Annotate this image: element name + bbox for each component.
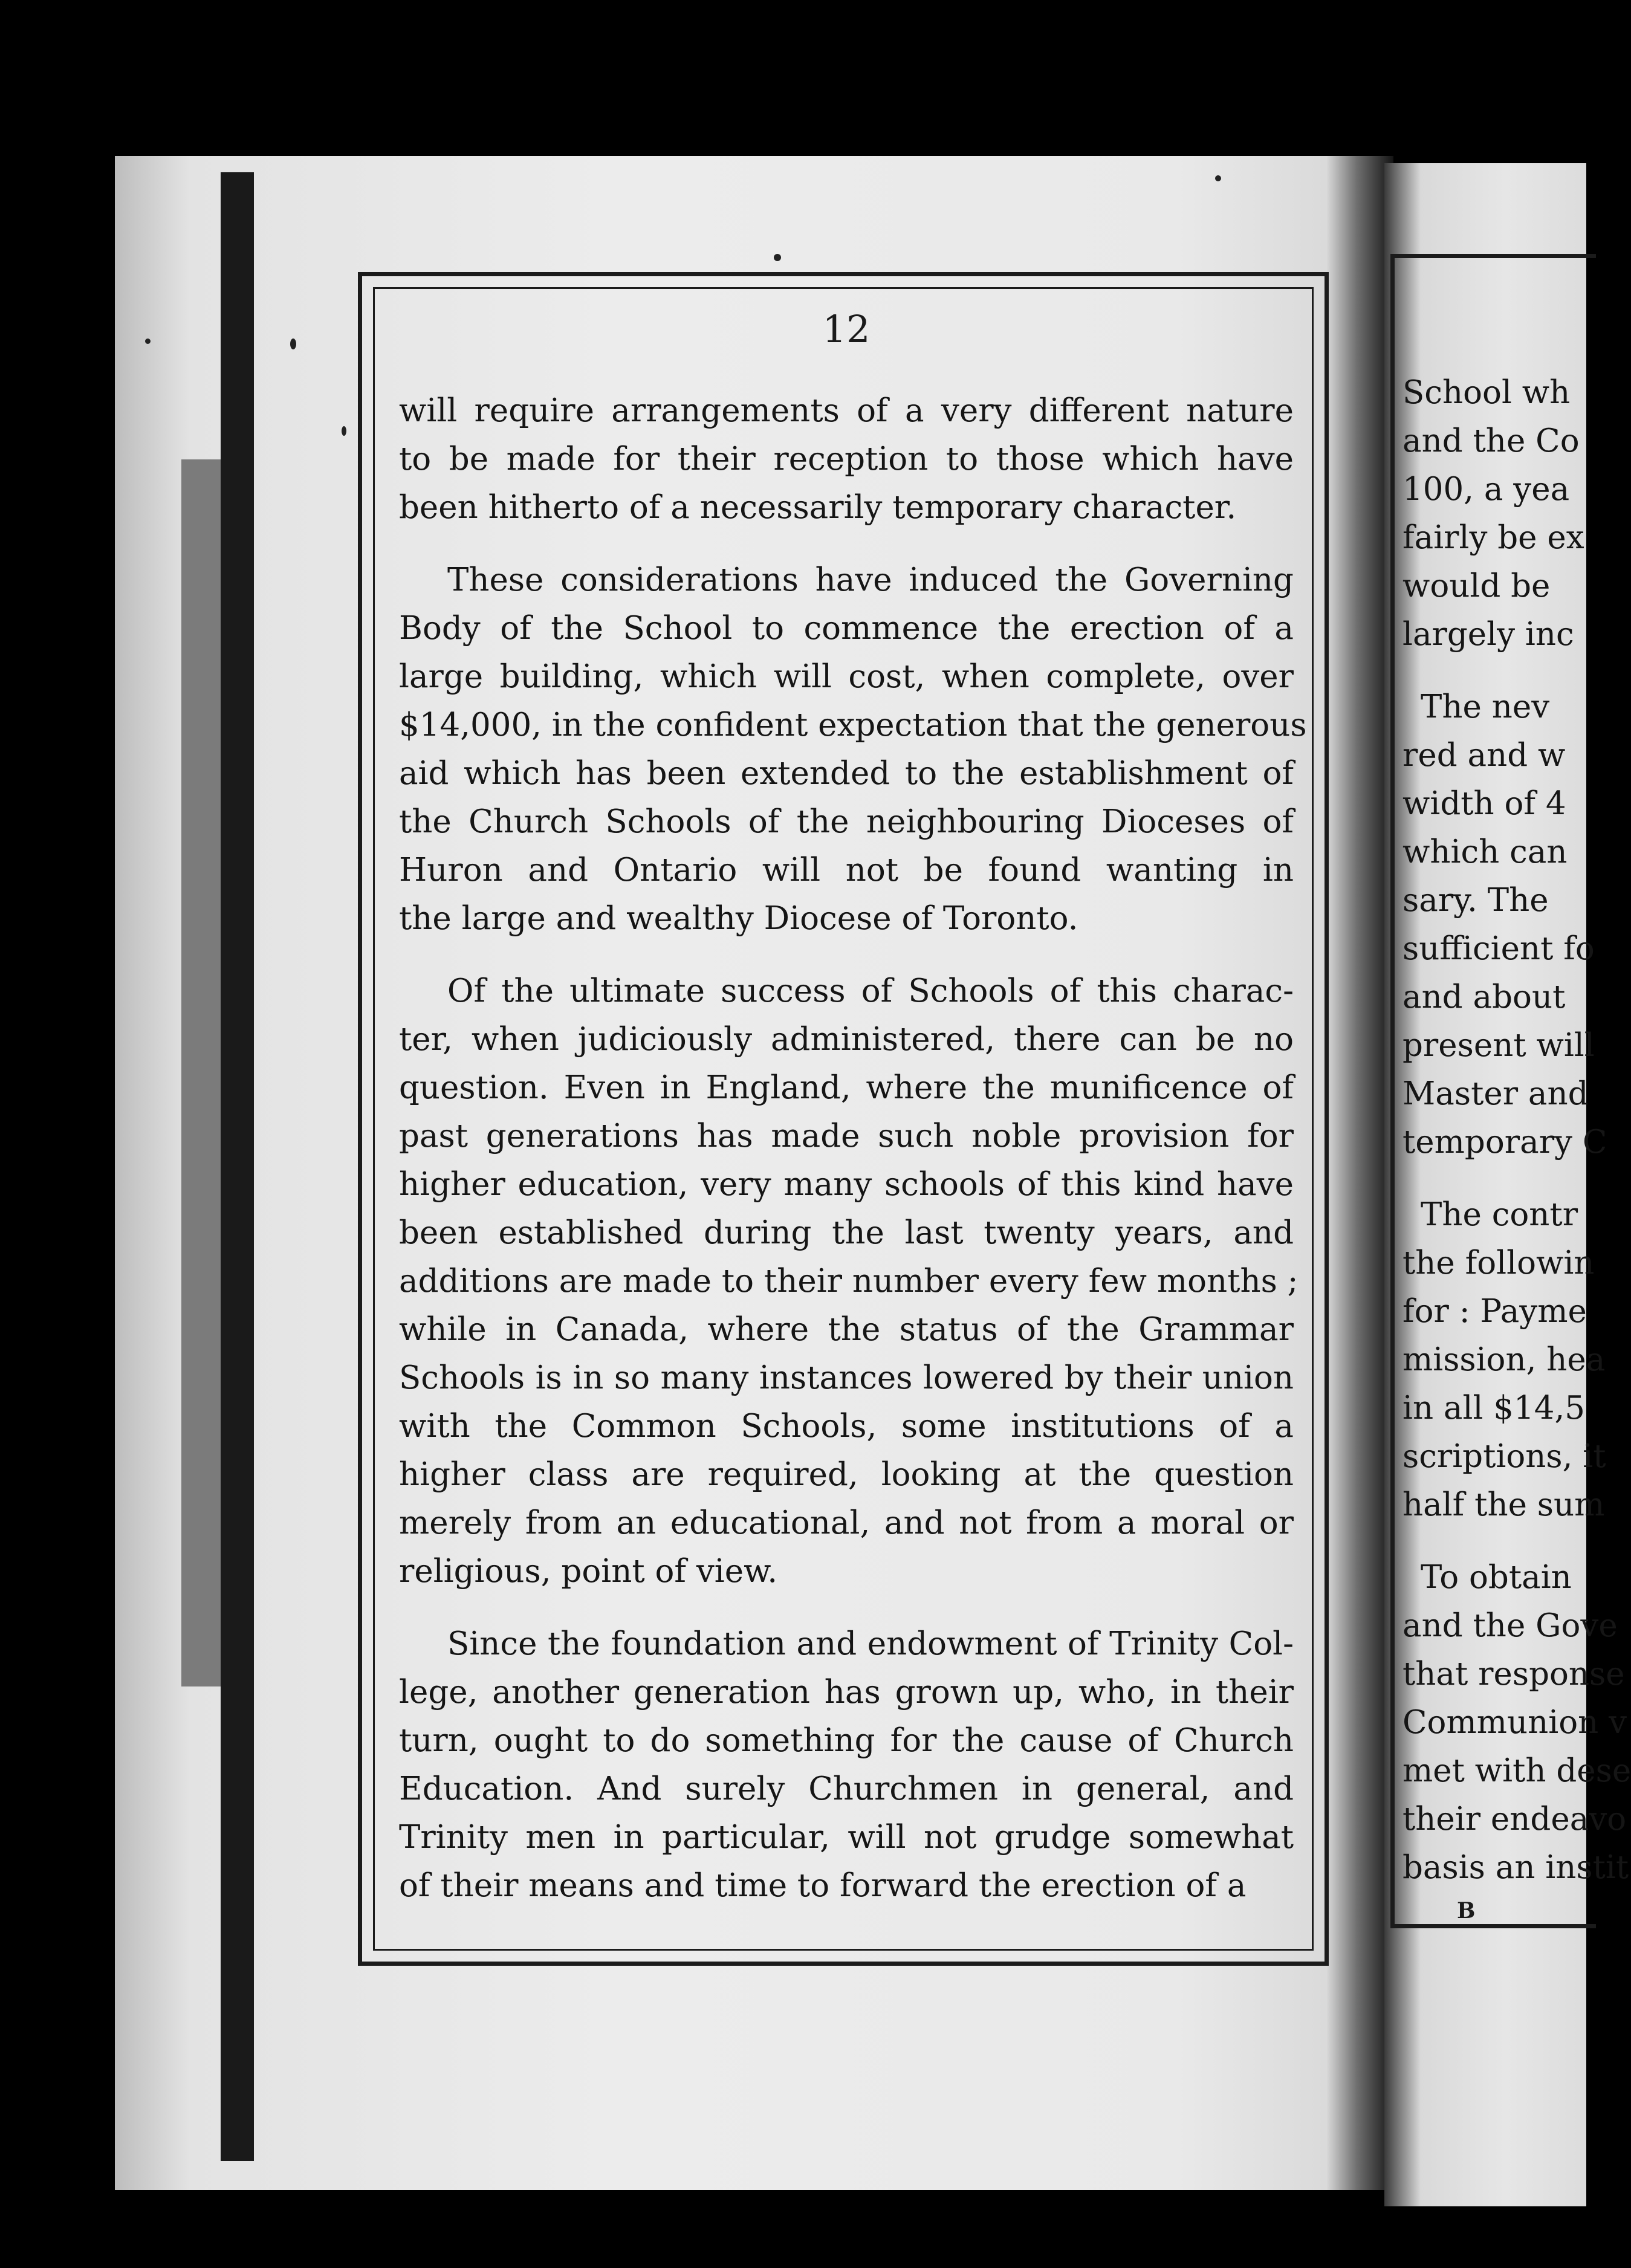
facing-text-line: The contr xyxy=(1421,1196,1578,1233)
facing-text-line: and the Gove xyxy=(1402,1607,1618,1644)
text-line: higher education, very many schools of this kind have xyxy=(399,1166,1294,1203)
facing-text-line: basis an instit xyxy=(1402,1849,1629,1886)
scan-speck xyxy=(342,426,346,436)
text-line: Schools is in so many instances lowered by their union xyxy=(399,1359,1294,1396)
facing-text-line: sary. The xyxy=(1402,882,1549,919)
paragraph xyxy=(399,387,1294,532)
scan-speck xyxy=(145,339,151,344)
facing-text-line: which can xyxy=(1402,834,1568,870)
paragraph xyxy=(399,556,1307,943)
facing-text-line: met with dese xyxy=(1402,1752,1631,1789)
facing-text-line: mission, hea xyxy=(1402,1341,1606,1378)
text-line: turn, ought to do something for the cause of Church xyxy=(399,1722,1294,1759)
facing-text-line: The nev xyxy=(1421,688,1550,725)
scan-speck xyxy=(290,339,296,349)
facing-text-line: and about xyxy=(1402,979,1566,1016)
facing-text-line: To obtain xyxy=(1421,1559,1572,1596)
facing-text-line: would be xyxy=(1402,568,1551,604)
text-line: while in Canada, where the status of the Grammar xyxy=(399,1311,1294,1348)
text-line: the large and wealthy Diocese of Toronto. xyxy=(399,900,1078,937)
facing-text-line: 100, a yea xyxy=(1402,471,1570,508)
text-line: Trinity men in particular, will not grudge somewhat xyxy=(399,1819,1294,1856)
facing-text-line: largely inc xyxy=(1402,616,1574,653)
facing-text-line: that response xyxy=(1402,1656,1625,1693)
facing-text-line: in all $14,5 xyxy=(1402,1390,1586,1427)
facing-text-line: Communion v xyxy=(1402,1704,1627,1741)
facing-text-line: their endeavo xyxy=(1402,1801,1627,1838)
text-line: to be made for their reception to those which have xyxy=(399,441,1294,478)
text-line: Of the ultimate success of Schools of this charac- xyxy=(447,973,1294,1009)
text-line: Since the foundation and endowment of Trinity Col- xyxy=(447,1625,1294,1662)
facing-text-line: fairly be ex xyxy=(1402,519,1584,556)
text-line: Huron and Ontario will not be found wanting in xyxy=(399,852,1294,889)
text-line: These considerations have induced the Governing xyxy=(447,562,1294,598)
facing-text-line: red and w xyxy=(1402,737,1566,774)
facing-text-line: sufficient fo xyxy=(1402,930,1595,967)
facing-page-text xyxy=(1402,369,1631,1892)
text-line: will require arrangements of a very different nature xyxy=(399,392,1294,429)
text-line: of their means and time to forward the erection of a xyxy=(399,1867,1247,1904)
facing-text-line: width of 4 xyxy=(1402,785,1566,822)
text-line: higher class are required, looking at the question xyxy=(399,1456,1294,1493)
text-line: Body of the School to commence the erection of a xyxy=(399,610,1294,647)
binding-shadow xyxy=(221,172,254,2161)
text-line: the Church Schools of the neighbouring Dioceses of xyxy=(399,803,1294,840)
text-line: been hitherto of a necessarily temporary character. xyxy=(399,489,1237,526)
text-line: ter, when judiciously administered, there can be no xyxy=(399,1021,1294,1058)
facing-text-line: the followin xyxy=(1402,1245,1595,1281)
text-line: additions are made to their number every few months ; xyxy=(399,1263,1299,1300)
text-line: past generations has made such noble provision for xyxy=(399,1118,1294,1155)
text-line: large building, which will cost, when complete, over xyxy=(399,658,1294,695)
book-gutter xyxy=(1327,156,1393,2190)
facing-text-line: half the sum xyxy=(1402,1486,1605,1523)
facing-text-line: and the Co xyxy=(1402,423,1580,459)
facing-text-line: Master and xyxy=(1402,1075,1589,1112)
facing-text-line: School wh xyxy=(1402,374,1571,411)
text-line: merely from an educational, and not from a moral or xyxy=(399,1505,1294,1541)
facing-text-line: present will xyxy=(1402,1027,1595,1064)
text-line: lege, another generation has grown up, who, in their xyxy=(399,1674,1294,1711)
text-line: aid which has been extended to the establishment of xyxy=(399,755,1294,792)
facing-page-signature-mark: B xyxy=(1457,1898,1476,1923)
facing-text-line: scriptions, it xyxy=(1402,1438,1606,1475)
text-line: religious, point of view. xyxy=(399,1553,778,1590)
scan-speck xyxy=(774,254,781,261)
page-body-text xyxy=(399,387,1307,1910)
paragraph xyxy=(399,967,1299,1596)
text-line: $14,000, in the confident expectation that the generous xyxy=(399,707,1307,744)
paragraph xyxy=(399,1620,1294,1910)
text-line: with the Common Schools, some institutions of a xyxy=(399,1408,1294,1445)
page-number: 12 xyxy=(822,307,871,351)
facing-text-line: temporary C xyxy=(1402,1124,1607,1161)
text-line: question. Even in England, where the munificence of xyxy=(399,1069,1294,1106)
text-line: Education. And surely Churchmen in general, and xyxy=(399,1771,1294,1807)
facing-text-line: for : Payme xyxy=(1402,1293,1587,1330)
text-line: been established during the last twenty years, and xyxy=(399,1214,1294,1251)
scan-speck xyxy=(1215,175,1221,181)
